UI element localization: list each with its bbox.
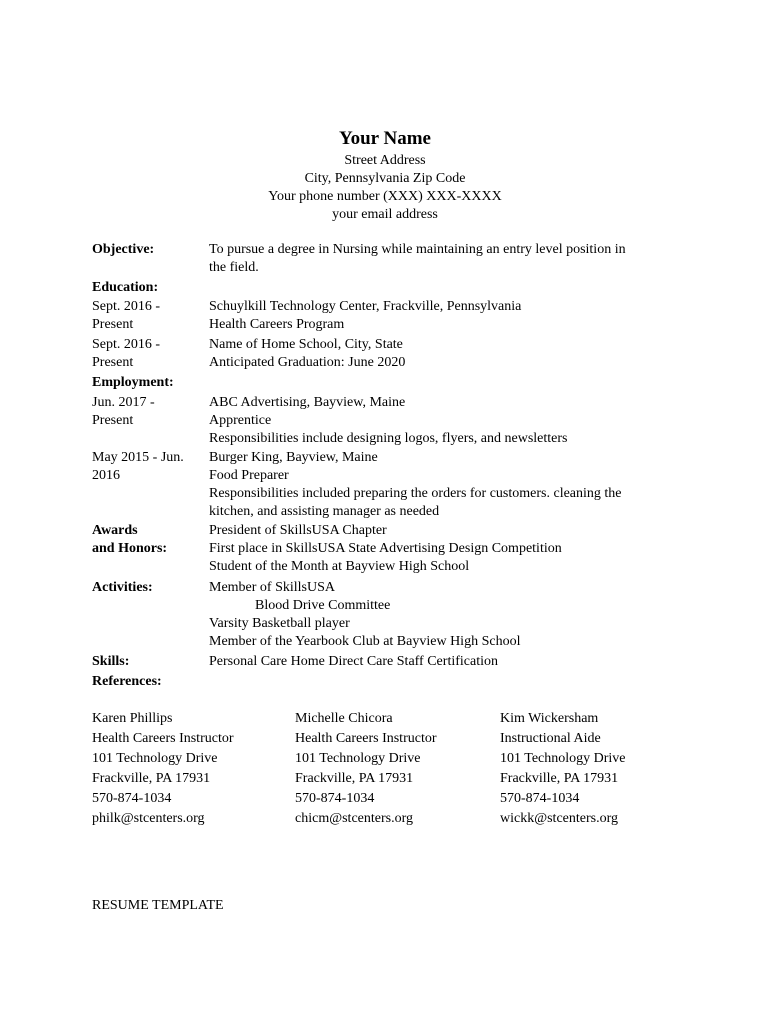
reference-card: [92, 709, 234, 829]
reference-city: Frackville, PA 17931: [92, 771, 211, 786]
label-line: and Honors:: [92, 541, 168, 556]
email-address: your email address: [332, 207, 438, 222]
entry-line: Health Careers Program: [209, 317, 345, 332]
date-line: May 2015 - Jun.: [92, 450, 184, 465]
reference-city: Frackville, PA 17931: [295, 771, 414, 786]
skills-label: Skills:: [92, 654, 130, 669]
entry-line: Apprentice: [209, 413, 272, 428]
references-label: References:: [92, 674, 162, 689]
reference-email: philk@stcenters.org: [92, 811, 205, 826]
reference-card: [500, 709, 626, 829]
objective-label: Objective:: [92, 242, 155, 257]
entry-line: ABC Advertising, Bayview, Maine: [209, 395, 406, 410]
entry-line: Burger King, Bayview, Maine: [209, 450, 378, 465]
education-entry: [209, 298, 669, 334]
employment-dates: [92, 449, 202, 485]
entry-line: Anticipated Graduation: June 2020: [209, 355, 406, 370]
reference-email: wickk@stcenters.org: [500, 811, 618, 826]
reference-title: Health Careers Instructor: [92, 731, 234, 746]
date-line: Sept. 2016 -: [92, 299, 161, 314]
entry-line: kitchen, and assisting manager as needed: [209, 504, 440, 519]
reference-card: [295, 709, 437, 829]
education-dates: [92, 336, 202, 372]
entry-line: Responsibilities include designing logos, flyers, and newsletters: [209, 431, 568, 446]
reference-name: Kim Wickersham: [500, 711, 599, 726]
award-item: President of SkillsUSA Chapter: [209, 523, 387, 538]
reference-phone: 570-874-1034: [295, 791, 375, 806]
city-state-zip: City, Pennsylvania Zip Code: [304, 171, 466, 186]
date-line: Present: [92, 355, 134, 370]
objective-line: To pursue a degree in Nursing while maintaining an entry level position in: [209, 242, 626, 257]
entry-line: Food Preparer: [209, 468, 289, 483]
activities-label: Activities:: [92, 580, 153, 595]
employment-entry: [209, 394, 669, 448]
entry-line: Schuylkill Technology Center, Frackville, Pennsylvania: [209, 299, 522, 314]
reference-title: Instructional Aide: [500, 731, 601, 746]
reference-name: Michelle Chicora: [295, 711, 393, 726]
education-dates: [92, 298, 202, 334]
award-item: Student of the Month at Bayview High School: [209, 559, 470, 574]
award-item: First place in SkillsUSA State Advertising Design Competition: [209, 541, 562, 556]
label-line: Awards: [92, 523, 138, 538]
phone-number: Your phone number (XXX) XXX-XXXX: [268, 189, 502, 204]
objective-text: [209, 241, 669, 277]
reference-city: Frackville, PA 17931: [500, 771, 619, 786]
entry-line: Responsibilities included preparing the orders for customers. cleaning the: [209, 486, 622, 501]
education-label: Education:: [92, 280, 159, 295]
reference-street: 101 Technology Drive: [92, 751, 218, 766]
date-line: Present: [92, 317, 134, 332]
reference-email: chicm@stcenters.org: [295, 811, 413, 826]
date-line: Jun. 2017 -: [92, 395, 155, 410]
applicant-name: Your Name: [338, 128, 431, 149]
reference-title: Health Careers Instructor: [295, 731, 437, 746]
skills-value: Personal Care Home Direct Care Staff Certification: [209, 654, 498, 669]
reference-name: Karen Phillips: [92, 711, 173, 726]
reference-street: 101 Technology Drive: [295, 751, 421, 766]
resume-header: [0, 126, 770, 224]
activity-item: Blood Drive Committee: [255, 598, 391, 613]
activities-list: [209, 579, 669, 651]
date-line: Sept. 2016 -: [92, 337, 161, 352]
document-footer: RESUME TEMPLATE: [92, 898, 224, 913]
awards-label: [92, 522, 202, 558]
date-line: Present: [92, 413, 134, 428]
activity-item: Varsity Basketball player: [209, 616, 350, 631]
objective-line: the field.: [209, 260, 259, 275]
employment-dates: [92, 394, 202, 430]
employment-label: Employment:: [92, 375, 174, 390]
street-address: Street Address: [344, 153, 426, 168]
activity-item: Member of the Yearbook Club at Bayview High School: [209, 634, 521, 649]
references-block: [92, 709, 712, 839]
education-entry: [209, 336, 669, 372]
activity-item: Member of SkillsUSA: [209, 580, 335, 595]
entry-line: Name of Home School, City, State: [209, 337, 403, 352]
reference-phone: 570-874-1034: [500, 791, 580, 806]
date-line: 2016: [92, 468, 120, 483]
reference-street: 101 Technology Drive: [500, 751, 626, 766]
employment-entry: [209, 449, 669, 521]
awards-list: [209, 522, 669, 576]
reference-phone: 570-874-1034: [92, 791, 172, 806]
